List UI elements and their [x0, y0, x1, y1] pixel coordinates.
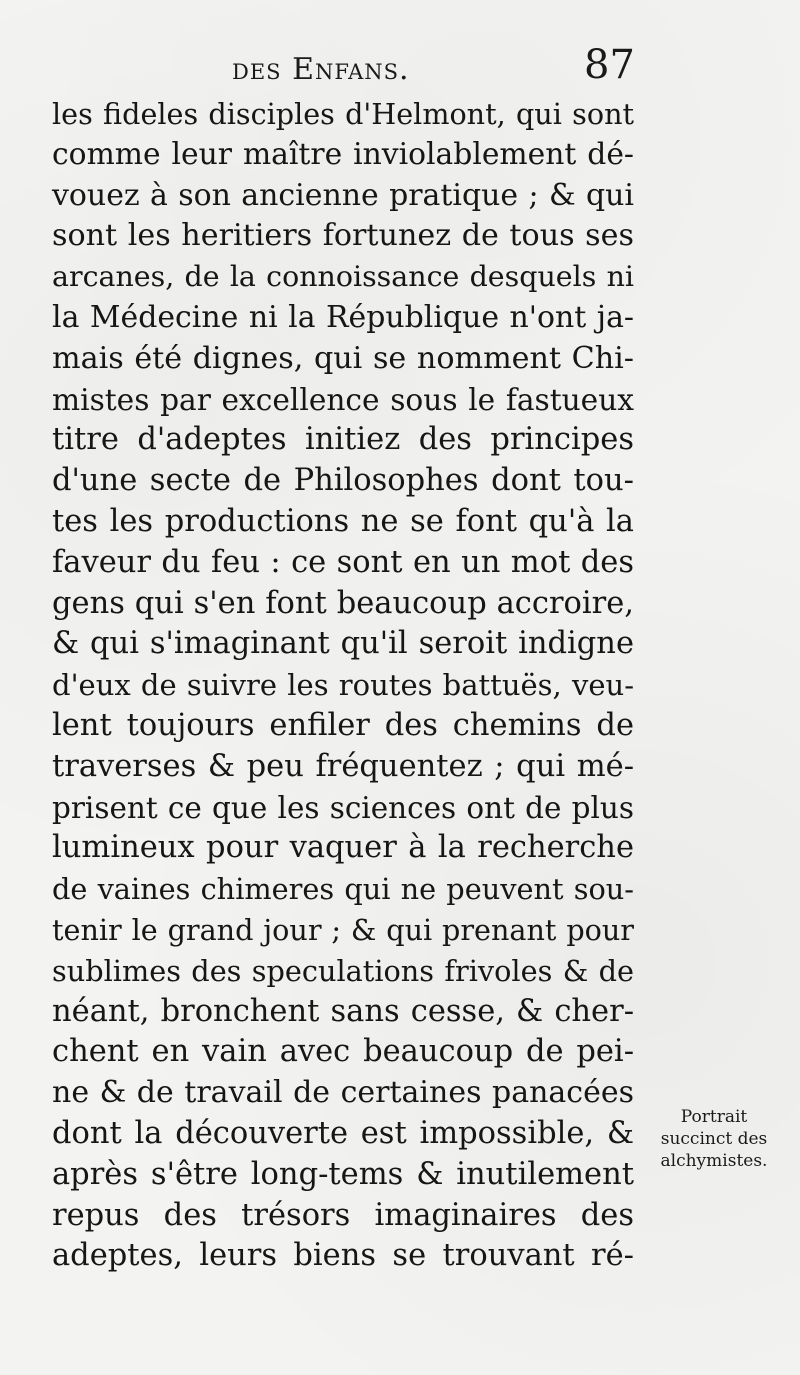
- text-line: dont la découverte est impossible, &: [52, 1115, 634, 1151]
- text-line: après s'être long-tems & inutilement: [52, 1156, 634, 1192]
- text-line: traverses & peu fréquentez ; qui mé-: [52, 748, 634, 784]
- text-line: mistes par excellence sous le fastueux: [52, 381, 634, 417]
- text-line: faveur du feu : ce sont en un mot des: [52, 544, 634, 580]
- text-line: d'une secte de Philosophes dont tou-: [52, 463, 634, 499]
- text-line: arcanes, de la connoissance desquels ni: [52, 260, 634, 294]
- text-line: comme leur maître inviolablement dé-: [52, 136, 634, 172]
- margin-note-line: Portrait: [680, 1107, 748, 1127]
- text-line: & qui s'imaginant qu'il seroit indigne: [52, 626, 634, 662]
- text-line: repus des trésors imaginaires des: [52, 1197, 634, 1233]
- text-line: sublimes des speculations frivoles & de: [52, 953, 634, 988]
- text-line: ne & de travail de certaines panacées: [52, 1075, 634, 1111]
- text-line: lent toujours enfiler des chemins de: [52, 707, 634, 743]
- margin-note-line: alchymistes.: [660, 1151, 768, 1171]
- text-line: la Médecine ni la République n'ont ja-: [52, 299, 634, 335]
- text-line: les fideles disciples d'Helmont, qui sont: [52, 97, 634, 131]
- text-line: tenir le grand jour ; & qui prenant pour: [52, 912, 634, 947]
- text-line: chent en vain avec beaucoup de pei-: [52, 1034, 634, 1070]
- text-line: gens qui s'en font beaucoup accroire,: [52, 585, 634, 621]
- margin-note: [644, 1106, 784, 1172]
- margin-note-line: succinct des: [660, 1129, 768, 1149]
- text-line: mais été dignes, qui se nomment Chi-: [52, 340, 634, 376]
- text-line: titre d'adeptes initiez des principes: [52, 422, 634, 458]
- page-header: [0, 40, 800, 90]
- text-line: tes les productions ne se font qu'à la: [52, 503, 634, 539]
- body-text: [52, 94, 634, 1277]
- text-line: sont les heritiers fortunez de tous ses: [52, 218, 634, 254]
- text-line: de vaines chimeres qui ne peuvent sou-: [52, 872, 634, 907]
- text-line: vouez à son ancienne pratique ; & qui: [52, 177, 634, 213]
- text-line: d'eux de suivre les routes battuës, veu-: [52, 668, 634, 703]
- text-line: adeptes, leurs biens se trouvant ré-: [52, 1238, 634, 1274]
- page-number: 87: [584, 42, 635, 88]
- text-line: prisent ce que les sciences ont de plus: [52, 790, 634, 825]
- text-line: lumineux pour vaquer à la recherche: [52, 830, 634, 866]
- text-line: néant, bronchent sans cesse, & cher-: [52, 993, 634, 1029]
- running-title: des Enfans.: [232, 52, 410, 87]
